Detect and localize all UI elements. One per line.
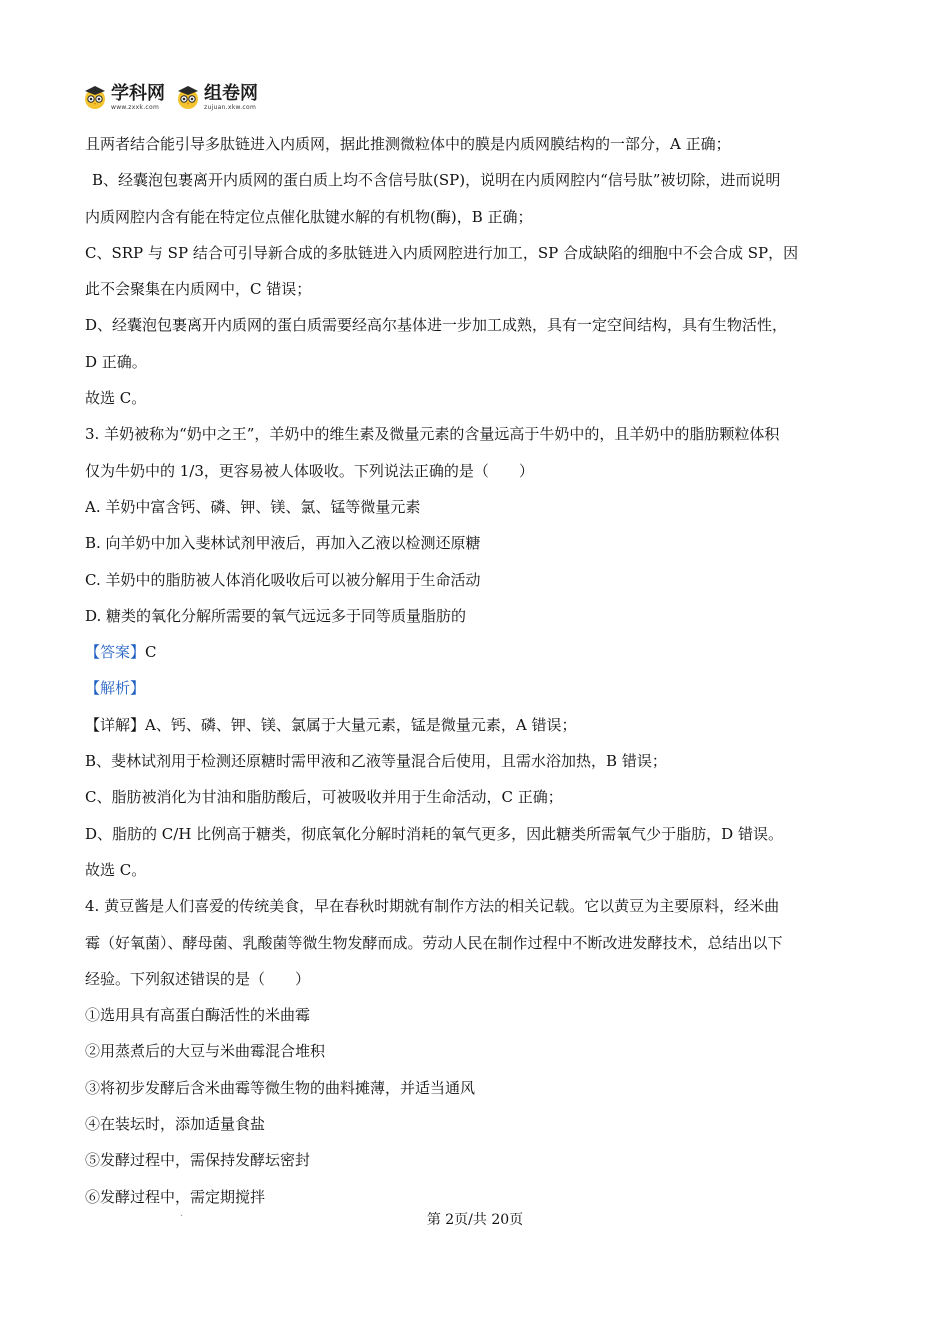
- option-b: B. 向羊奶中加入斐林试剂甲液后，再加入乙液以检测还原糖: [85, 534, 481, 553]
- analysis-tag: 【解析】: [85, 679, 146, 698]
- text-line: 内质网腔内含有能在特定位点催化肽键水解的有机物(酶)，B 正确；: [85, 207, 533, 226]
- header-logos: [82, 84, 258, 120]
- question-4-stem: 4. 黄豆酱是人们喜爱的传统美食，早在春秋时期就有制作方法的相关记载。它以黄豆为主要原料，经米曲: [85, 897, 780, 916]
- text-line: D 正确。: [85, 352, 147, 371]
- list-item: ⑥发酵过程中，需定期搅拌: [85, 1187, 266, 1206]
- document-body: [85, 126, 875, 1215]
- question-3-stem: 3. 羊奶被称为“奶中之王”，羊奶中的维生素及微量元素的含量远高于牛奶中的，且羊奶中的脂肪颗粒体积: [85, 425, 780, 444]
- answer-tag: 【答案】: [85, 643, 146, 662]
- detail-tag: 【详解】: [85, 715, 146, 734]
- text-line: 故选 C。: [85, 860, 147, 879]
- detail-line: [85, 707, 875, 743]
- list-item: ①选用具有高蛋白酶活性的米曲霉: [85, 1006, 311, 1025]
- text-line: 故选 C。: [85, 389, 147, 408]
- text-line: B、经囊泡包裹离开内质网的蛋白质上均不含信号肽(SP)，说明在内质网腔内“信号肽”被切除，进而说明: [92, 171, 781, 190]
- option-d: D. 糖类的氧化分解所需要的氧气远远多于同等质量脂肪的: [85, 606, 467, 625]
- logo-url: www.zxxk.com: [111, 104, 160, 111]
- zujuan-logo: [175, 84, 258, 112]
- logo-name: 学科网: [111, 83, 165, 104]
- analysis-line: [85, 670, 875, 706]
- question-4-stem: 霉（好氧菌）、酵母菌、乳酸菌等微生物发酵而成。劳动人民在制作过程中不断改进发酵技术，总结出以下: [85, 933, 783, 952]
- logo-name: 组卷网: [204, 83, 258, 104]
- list-item: ②用蒸煮后的大豆与米曲霉混合堆积: [85, 1042, 326, 1061]
- text-line: B、斐林试剂用于检测还原糖时需甲液和乙液等量混合后使用，且需水浴加热，B 错误；: [85, 752, 667, 771]
- option-a: A. 羊奶中富含钙、磷、钾、镁、氯、锰等微量元素: [85, 497, 421, 516]
- answer-value: C: [145, 643, 157, 662]
- page-number: 第 2页/共 20页: [426, 1212, 524, 1228]
- stray-mark: ˇ: [180, 1215, 183, 1222]
- owl-mascot-icon: [82, 84, 108, 110]
- zxxk-logo: [82, 84, 165, 112]
- logo-url: zujuan.xkw.com: [204, 104, 257, 111]
- text-line: D、脂肪的 C/H 比例高于糖类，彻底氧化分解时消耗的氧气更多，因此糖类所需氧气少于脂肪，D 错误。: [85, 824, 783, 843]
- detail-text: A、钙、磷、钾、镁、氯属于大量元素，锰是微量元素，A 错误；: [145, 715, 577, 734]
- text-line: 此不会聚集在内质网中，C 错误；: [85, 280, 312, 299]
- question-4-stem: 经验。下列叙述错误的是（ ）: [85, 969, 311, 988]
- list-item: ⑤发酵过程中，需保持发酵坛密封: [85, 1151, 311, 1170]
- answer-line: [85, 634, 875, 670]
- list-item: ④在装坛时，添加适量食盐: [85, 1115, 266, 1134]
- list-item: ③将初步发酵后含米曲霉等微生物的曲料摊薄，并适当通风: [85, 1078, 476, 1097]
- text-line: D、经囊泡包裹离开内质网的蛋白质需要经高尔基体进一步加工成熟，具有一定空间结构，具有生物活性，: [85, 316, 788, 335]
- option-c: C. 羊奶中的脂肪被人体消化吸收后可以被分解用于生命活动: [85, 570, 481, 589]
- text-line: 且两者结合能引导多肽链进入内质网，据此推测微粒体中的膜是内质网膜结构的一部分，A 正确；: [85, 135, 731, 153]
- text-line: C、脂肪被消化为甘油和脂肪酸后，可被吸收并用于生命活动，C 正确；: [85, 788, 563, 807]
- owl-mascot-icon: [175, 84, 201, 110]
- text-line: C、SRP 与 SP 结合可引导新合成的多肽链进入内质网腔进行加工，SP 合成缺陷的细胞中不会合成 SP，因: [85, 243, 799, 262]
- question-3-stem: 仅为牛奶中的 1/3，更容易被人体吸收。下列说法正确的是（ ）: [85, 461, 534, 480]
